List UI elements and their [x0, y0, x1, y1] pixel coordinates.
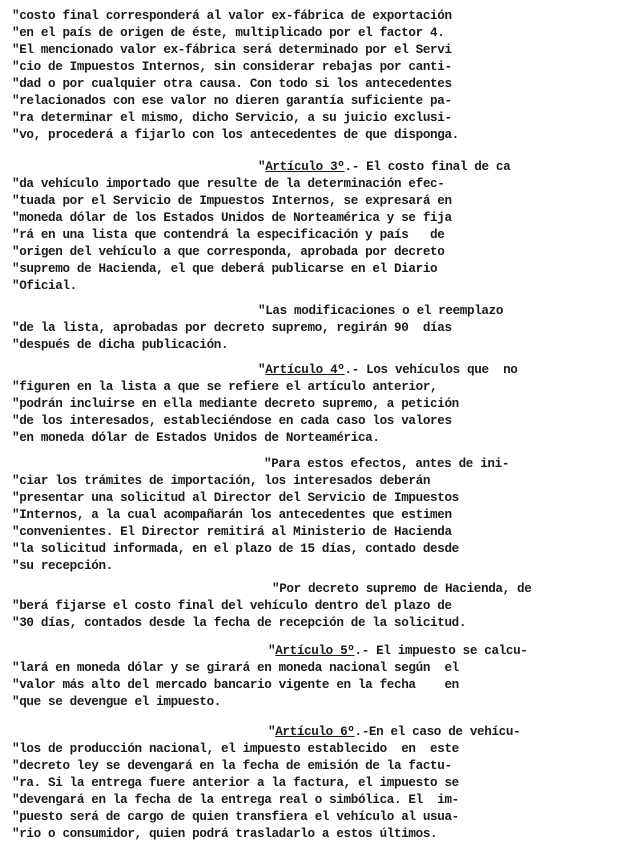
- article-heading: Artículo 4º: [265, 363, 345, 377]
- text-line: "en moneda dólar de Estados Unidos de Norteamérica.: [12, 431, 380, 445]
- text-line: "Para estos efectos, antes de ini-: [264, 457, 510, 471]
- text-line: "después de dicha publicación.: [12, 338, 229, 352]
- article-heading-line: "Artículo 5º.- El impuesto se calcu-: [268, 644, 528, 658]
- text-line: "berá fijarse el costo final del vehículo dentro del plazo de: [12, 599, 452, 613]
- text-line: "en el país de origen de éste, multiplicado por el factor 4.: [12, 26, 445, 40]
- text-run: .- El costo final de ca: [344, 160, 511, 174]
- text-line: "que se devengue el impuesto.: [12, 695, 222, 709]
- text-line: "dad o por cualquier otra causa. Con todo si los antecedentes: [12, 77, 452, 91]
- text-line: "presentar una solicitud al Director del Servicio de Impuestos: [12, 491, 459, 505]
- text-line: "de la lista, aprobadas por decreto supremo, regirán 90 días: [12, 321, 452, 335]
- text-line: "tuada por el Servicio de Impuestos Internos, se expresará en: [12, 194, 452, 208]
- article-heading-line: "Artículo 6º.-En el caso de vehícu-: [268, 725, 521, 739]
- text-line: "los de producción nacional, el impuesto establecido en este: [12, 742, 459, 756]
- text-run: .-En el caso de vehícu-: [354, 725, 521, 739]
- text-line: "costo final corresponderá al valor ex-fábrica de exportación: [12, 9, 452, 23]
- text-line: "Oficial.: [12, 279, 77, 293]
- text-line: "valor más alto del mercado bancario vigente en la fecha en: [12, 678, 459, 692]
- text-line: "lará en moneda dólar y se girará en moneda nacional según el: [12, 661, 459, 675]
- text-line: "de los interesados, estableciéndose en cada caso los valores: [12, 414, 452, 428]
- text-line: "figuren en la lista a que se refiere el artículo anterior,: [12, 380, 438, 394]
- text-line: "vo, procederá a fijarlo con los antecedentes de que disponga.: [12, 128, 459, 142]
- text-line: "ra. Si la entrega fuere anterior a la factura, el impuesto se: [12, 776, 459, 790]
- text-line: "ciar los trámites de importación, los interesados deberán: [12, 474, 431, 488]
- text-line: "podrán incluirse en ella mediante decreto supremo, a petición: [12, 397, 459, 411]
- text-line: "convenientes. El Director remitirá al Ministerio de Hacienda: [12, 525, 452, 539]
- text-run: .- Los vehículos que no: [344, 363, 518, 377]
- text-line: "rio o consumidor, quien podrá trasladarlo a estos últimos.: [12, 827, 438, 841]
- text-line: "El mencionado valor ex-fábrica será determinado por el Servi: [12, 43, 452, 57]
- text-line: "rá en una lista que contendrá la especificación y país de: [12, 228, 445, 242]
- text-line: "puesto será de cargo de quien transfiera el vehículo al usua-: [12, 810, 459, 824]
- text-line: "su recepción.: [12, 559, 113, 573]
- text-line: "devengará en la fecha de la entrega real o simbólica. El im-: [12, 793, 459, 807]
- text-line: "decreto ley se devengará en la fecha de emisión de la factu-: [12, 759, 452, 773]
- text-line: "la solicitud informada, en el plazo de 15 días, contado desde: [12, 542, 459, 556]
- text-run: .- El impuesto se calcu-: [354, 644, 528, 658]
- article-heading-line: "Artículo 3º.- El costo final de ca: [258, 160, 511, 174]
- article-heading: Artículo 5º: [275, 644, 355, 658]
- text-line: "30 días, contados desde la fecha de recepción de la solicitud.: [12, 616, 467, 630]
- text-line: "supremo de Hacienda, el que deberá publicarse en el Diario: [12, 262, 438, 276]
- text-line: "Por decreto supremo de Hacienda, de: [272, 582, 532, 596]
- text-line: "cio de Impuestos Internos, sin considerar rebajas por canti-: [12, 60, 452, 74]
- article-heading-line: "Artículo 4º.- Los vehículos que no: [258, 363, 518, 377]
- text-line: "ra determinar el mismo, dicho Servicio, a su juicio exclusi-: [12, 111, 452, 125]
- text-line: "Internos, a la cual acompañarán los antecedentes que estimen: [12, 508, 452, 522]
- text-line: "da vehículo importado que resulte de la determinación efec-: [12, 177, 445, 191]
- article-heading: Artículo 6º: [275, 725, 355, 739]
- text-line: "relacionados con ese valor no dieren garantía suficiente pa-: [12, 94, 452, 108]
- text-line: "Las modificaciones o el reemplazo: [258, 304, 504, 318]
- text-line: "origen del vehículo a que corresponda, aprobada por decreto: [12, 245, 445, 259]
- article-heading: Artículo 3º: [265, 160, 345, 174]
- text-line: "moneda dólar de los Estados Unidos de Norteamérica y se fija: [12, 211, 452, 225]
